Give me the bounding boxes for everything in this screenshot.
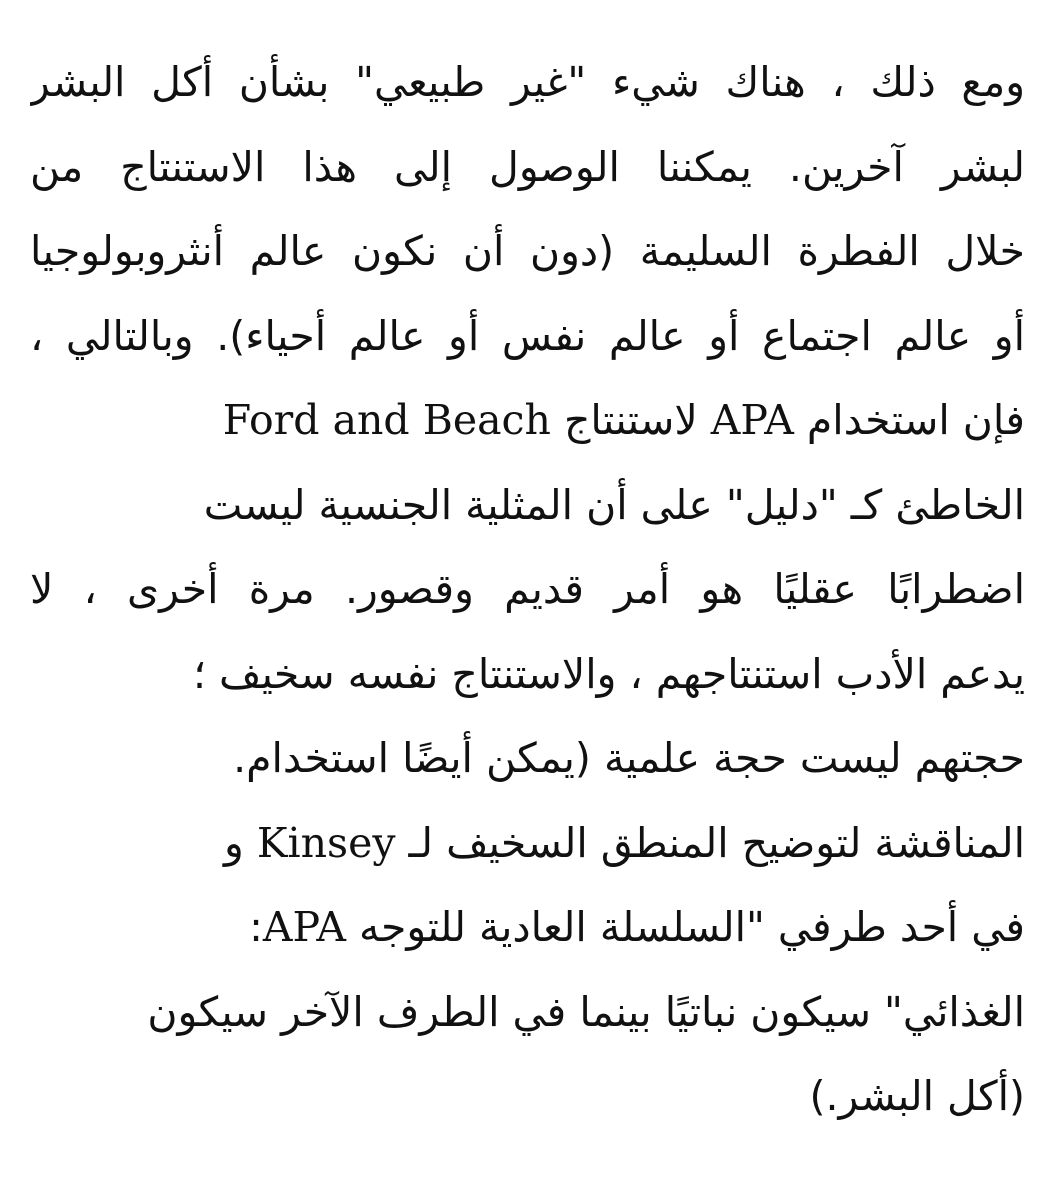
paragraph-line: أو عالم اجتماع أو عالم نفس أو عالم أحياء). وبالتالي ، <box>30 311 1025 360</box>
latin-term: Ford and Beach <box>222 396 551 444</box>
paragraph-line: خلال الفطرة السليمة (دون أن نكون عالم أنثروبولوجيا <box>30 227 1025 275</box>
paragraph-line: يدعم الأدب استنتاجهم ، والاستنتاج نفسه سخيف ؛ <box>192 649 1025 698</box>
latin-term: Kinsey <box>256 818 396 867</box>
paragraph-line: حجتهم ليست حجة علمية (يمكن أيضًا استخدام. <box>233 734 1025 782</box>
paragraph-line: المناقشة لتوضيح المنطق السخيف لـ Kinsey و <box>224 818 1025 867</box>
paragraph-line: لبشر آخرين. يمكننا الوصول إلى هذا الاستنتاج من <box>30 142 1025 191</box>
paragraph-line: :APA في أحد طرفي "السلسلة العادية للتوجه <box>249 903 1025 951</box>
latin-term: APA <box>262 903 346 951</box>
paragraph-line: ومع ذلك ، هناك شيء "غير طبيعي" بشأن أكل البشر <box>30 58 1025 106</box>
paragraph-line: اضطرابًا عقليًا هو أمر قديم وقصور. مرة أخرى ، لا <box>30 565 1025 613</box>
paragraph-line: فإن استخدام APA لاستنتاج Ford and Beach <box>222 396 1025 444</box>
article-paragraph <box>30 40 1025 1139</box>
paragraph-line: (أكل البشر.) <box>809 1072 1025 1120</box>
paragraph-line: الغذائي" سيكون نباتيًا بينما في الطرف الآخر سيكون <box>147 987 1025 1036</box>
latin-term: APA <box>710 396 794 444</box>
paragraph-line: الخاطئ كـ "دليل" على أن المثلية الجنسية ليست <box>203 480 1025 529</box>
